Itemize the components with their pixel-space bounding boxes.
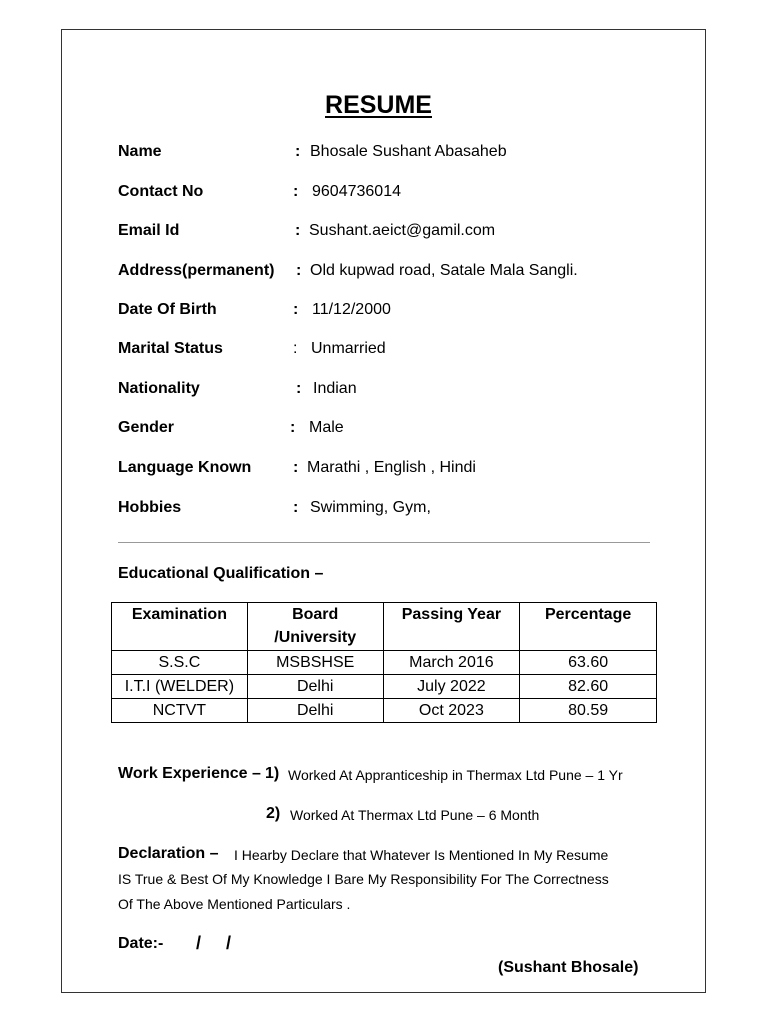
- table-header-row: [112, 603, 657, 651]
- email-value: Sushant.aeict@gamil.com: [309, 222, 496, 239]
- work-item-1-num: 1): [265, 765, 280, 782]
- cell-percentage: 80.59: [520, 699, 657, 723]
- work-label: Work Experience –: [118, 765, 261, 782]
- education-table: [111, 602, 657, 723]
- header-percentage: Percentage: [520, 603, 657, 651]
- date-label: Date:-: [118, 935, 164, 952]
- table-row: [112, 651, 657, 675]
- cell-examination: S.S.C: [112, 651, 248, 675]
- language-label: Language Known: [118, 459, 252, 476]
- dob-label: Date Of Birth: [118, 301, 217, 318]
- cell-examination: NCTVT: [112, 699, 248, 723]
- cell-year: July 2022: [383, 675, 520, 699]
- table-row: [112, 675, 657, 699]
- cell-board: MSBSHSE: [247, 651, 383, 675]
- dob-value: 11/12/2000: [312, 301, 391, 318]
- nationality-colon: :: [296, 380, 302, 397]
- email-label: Email Id: [118, 222, 180, 239]
- language-value: Marathi , English , Hindi: [307, 459, 476, 476]
- education-heading: Educational Qualification –: [118, 565, 324, 582]
- declaration-line-2: IS True & Best Of My Knowledge I Bare My Responsibility For The Correctness: [118, 871, 609, 887]
- marital-value: Unmarried: [311, 340, 386, 357]
- declaration-line-3: Of The Above Mentioned Particulars .: [118, 896, 351, 912]
- hobbies-label: Hobbies: [118, 499, 182, 516]
- cell-year: March 2016: [383, 651, 520, 675]
- hobbies-colon: :: [293, 499, 299, 516]
- header-examination: Examination: [112, 603, 248, 651]
- signature: (Sushant Bhosale): [498, 959, 639, 976]
- date-slashes: / /: [196, 933, 232, 953]
- address-colon: :: [296, 262, 302, 279]
- cell-examination: I.T.I (WELDER): [112, 675, 248, 699]
- gender-colon: :: [290, 419, 296, 436]
- gender-label: Gender: [118, 419, 175, 436]
- cell-percentage: 82.60: [520, 675, 657, 699]
- address-label: Address(permanent): [118, 262, 275, 279]
- header-board: [247, 603, 383, 651]
- name-colon: :: [295, 143, 301, 160]
- email-colon: :: [295, 222, 301, 239]
- cell-percentage: 63.60: [520, 651, 657, 675]
- cell-board: Delhi: [247, 699, 383, 723]
- declaration-line-1: I Hearby Declare that Whatever Is Mentioned In My Resume: [234, 847, 609, 863]
- page-title: RESUME: [325, 91, 432, 119]
- header-passing-year: Passing Year: [383, 603, 520, 651]
- table-row: [112, 699, 657, 723]
- declaration-label: Declaration –: [118, 845, 219, 862]
- hobbies-value: Swimming, Gym,: [310, 499, 431, 516]
- marital-colon: :: [293, 340, 298, 357]
- name-label: Name: [118, 143, 162, 160]
- marital-label: Marital Status: [118, 340, 223, 357]
- nationality-label: Nationality: [118, 380, 200, 397]
- gender-value: Male: [309, 419, 344, 436]
- work-item-2-text: Worked At Thermax Ltd Pune – 6 Month: [290, 807, 540, 823]
- cell-year: Oct 2023: [383, 699, 520, 723]
- cell-board: Delhi: [247, 675, 383, 699]
- nationality-value: Indian: [313, 380, 357, 397]
- work-item-2-num: 2): [266, 805, 281, 822]
- section-divider: [118, 542, 650, 543]
- work-item-1-text: Worked At Appranticeship in Thermax Ltd Pune – 1 Yr: [288, 767, 623, 783]
- contact-label: Contact No: [118, 183, 204, 200]
- address-value: Old kupwad road, Satale Mala Sangli.: [310, 262, 578, 279]
- contact-colon: :: [293, 183, 299, 200]
- language-colon: :: [293, 459, 299, 476]
- dob-colon: :: [293, 301, 299, 318]
- name-value: Bhosale Sushant Abasaheb: [310, 143, 507, 160]
- header-board-text: Board /University: [274, 606, 357, 646]
- contact-value: 9604736014: [312, 183, 401, 200]
